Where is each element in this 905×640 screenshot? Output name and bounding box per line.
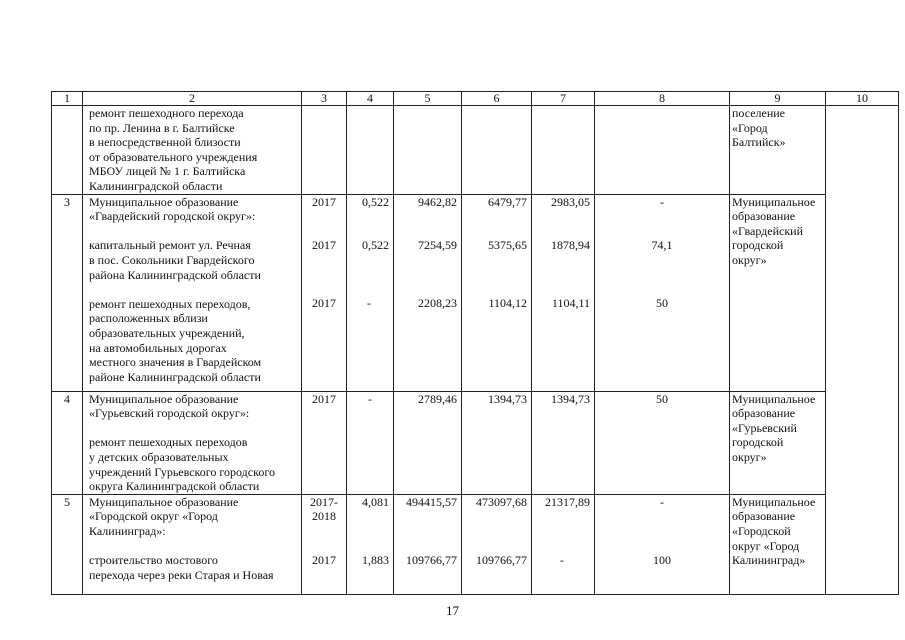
regional-value: - xyxy=(560,552,564,567)
value-cell: 2789,46 xyxy=(394,391,462,494)
value-cell xyxy=(595,494,730,594)
value-cell xyxy=(462,106,532,195)
length-value: 4,081 xyxy=(362,494,389,509)
share-value: 100 xyxy=(653,552,671,567)
item-description xyxy=(83,391,302,494)
value-cell: - xyxy=(347,391,394,494)
federal-value: 6479,77 xyxy=(488,194,527,209)
row-number xyxy=(52,106,83,195)
work-item: ремонт пешеходных переходов у детских образовательных учреждений Гурьевского городского округа Калининградской области xyxy=(89,435,275,494)
length-value: 0,522 xyxy=(362,238,389,253)
header-cell: 5 xyxy=(394,92,462,106)
year-cell xyxy=(302,194,347,391)
table-row xyxy=(52,391,899,494)
regional-value: 21317,89 xyxy=(545,494,590,509)
recipient-text: Муниципальное образование «Городской округ «Город Калининград» xyxy=(732,494,816,568)
year-cell: 2017 xyxy=(302,391,347,494)
row-number: 5 xyxy=(52,494,83,594)
value-cell xyxy=(532,494,595,594)
header-cell: 10 xyxy=(826,92,899,106)
municipality-title: Муниципальное образование «Гурьевский городской округ»: xyxy=(89,391,250,421)
page-number: 17 xyxy=(446,603,459,618)
recipient-cell xyxy=(730,494,826,594)
recipient-cell xyxy=(730,106,826,195)
value-cell xyxy=(462,494,532,594)
value-cell xyxy=(532,194,595,391)
year-value: 2017 xyxy=(312,296,336,311)
data-table xyxy=(51,91,899,595)
share-value: - xyxy=(660,194,664,209)
recipient-cell xyxy=(730,194,826,391)
value-cell xyxy=(595,194,730,391)
value-cell xyxy=(394,106,462,195)
item-description xyxy=(83,106,302,195)
total-value: 7254,59 xyxy=(418,238,457,253)
share-value: - xyxy=(660,494,664,509)
recipient-text: Муниципальное образование «Гурьевский городской округ» xyxy=(732,391,816,464)
federal-value: 5375,65 xyxy=(488,238,527,253)
regional-value: 1878,94 xyxy=(551,238,590,253)
recipient-cell xyxy=(730,391,826,494)
total-value: 9462,82 xyxy=(418,194,457,209)
header-cell: 8 xyxy=(595,92,730,106)
value-cell xyxy=(394,194,462,391)
regional-value: 2983,05 xyxy=(551,194,590,209)
federal-value: 109766,77 xyxy=(476,552,527,567)
work-item: строительство мостового перехода через реки Старая и Новая xyxy=(89,553,274,582)
value-cell: 50 xyxy=(595,391,730,494)
municipality-title: Муниципальное образование «Городской округ «Город Калининград»: xyxy=(89,494,239,538)
length-value: - xyxy=(367,296,371,311)
year-value: 2017 xyxy=(312,238,336,253)
value-cell xyxy=(347,494,394,594)
municipality-title: Муниципальное образование «Гвардейский городской округ»: xyxy=(89,194,256,224)
value-cell xyxy=(462,194,532,391)
row-number: 3 xyxy=(52,194,83,391)
item-description xyxy=(83,494,302,594)
regional-value: 1104,11 xyxy=(551,296,590,311)
table-row xyxy=(52,106,899,195)
year-value: 2017 xyxy=(312,553,336,568)
year-value: 2017- 2018 xyxy=(310,494,338,524)
recipient-text: поселение «Город Балтийск» xyxy=(732,106,786,150)
header-cell: 6 xyxy=(462,92,532,106)
work-item: ремонт пешеходных переходов, расположенных вблизи образовательных учреждений, на автомобильных дорогах местного значения в Гвардейском районе Калининградской области xyxy=(89,296,262,384)
federal-value: 473097,68 xyxy=(476,494,527,509)
total-value: 2208,23 xyxy=(418,296,457,311)
federal-value: 1104,12 xyxy=(488,296,527,311)
row-number: 4 xyxy=(52,391,83,494)
value-cell xyxy=(347,106,394,195)
value-cell xyxy=(394,494,462,594)
value-cell xyxy=(595,106,730,195)
header-cell: 1 xyxy=(52,92,83,106)
share-value: 74,1 xyxy=(651,238,673,253)
description-text: ремонт пешеходного перехода по пр. Ленина в г. Балтийске в непосредственной близости от образовательного учреждения МБОУ лицей № 1 г. Балтийска Калининградской области xyxy=(89,106,258,193)
header-row xyxy=(52,92,899,106)
header-cell: 9 xyxy=(730,92,826,106)
total-value: 109766,77 xyxy=(406,552,457,567)
table-row xyxy=(52,494,899,594)
total-value: 494415,57 xyxy=(406,494,457,509)
recipient-text: Муниципальное образование «Гвардейский городской округ» xyxy=(732,194,816,267)
value-cell xyxy=(532,106,595,195)
share-value: 50 xyxy=(656,296,668,311)
year-value: 2017 xyxy=(312,194,336,209)
length-value: 0,522 xyxy=(362,194,389,209)
item-description xyxy=(83,194,302,391)
year-cell xyxy=(302,106,347,195)
year-cell xyxy=(302,494,347,594)
value-cell: 1394,73 xyxy=(532,391,595,494)
work-item: капитальный ремонт ул. Речная в пос. Сокольники Гвардейского района Калининградской области xyxy=(89,238,261,282)
value-cell: 1394,73 xyxy=(462,391,532,494)
header-cell: 7 xyxy=(532,92,595,106)
header-cell: 4 xyxy=(347,92,394,106)
value-cell xyxy=(347,194,394,391)
length-value: 1,883 xyxy=(362,552,389,567)
table-row xyxy=(52,194,899,391)
header-cell: 3 xyxy=(302,92,347,106)
header-cell: 2 xyxy=(83,92,302,106)
empty-cell xyxy=(826,106,899,595)
